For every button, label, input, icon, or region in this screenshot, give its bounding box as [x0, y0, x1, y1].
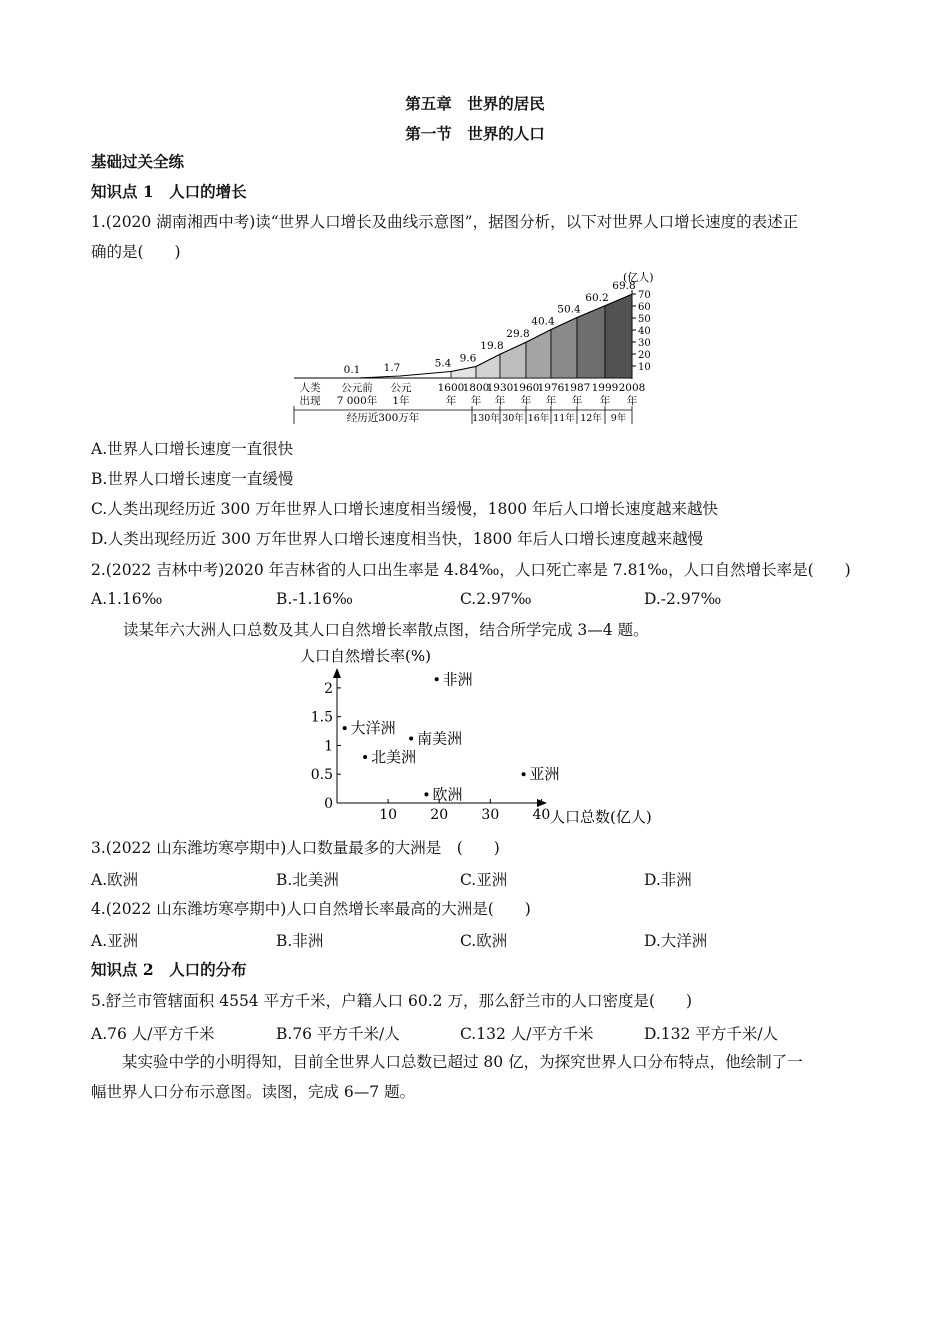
fig1-y-tick-label: 10: [638, 362, 651, 373]
q4-option-d: D.大洋洲: [644, 932, 708, 950]
intro-q6-q7-line1: 某实验中学的小明得知，目前全世界人口总数已超过 80 亿，为探究世界人口分布特点，他绘制了一: [91, 1053, 803, 1071]
fig1-x-label-bottom: 年: [626, 395, 638, 407]
scatter-y-tick-label: 1.5: [310, 709, 333, 726]
fig1-x-label-bottom: 年: [545, 395, 557, 407]
fig1-y-tick-label: 60: [638, 302, 651, 313]
fig1-y-tick-label: 40: [638, 326, 651, 337]
scatter-x-arrow: [537, 799, 547, 807]
fig1-unit: (亿人): [623, 271, 654, 284]
scatter-x-tick-label: 30: [481, 807, 500, 823]
scatter-ticks: [311, 681, 551, 823]
fig1-x-label-top: 人类: [299, 382, 321, 394]
scatter-y-label: 人口自然增长率(%): [300, 647, 431, 665]
scatter-y-tick-label: 0.5: [310, 767, 333, 784]
scatter-point: [343, 726, 347, 730]
scatter-point-label: 大洋洲: [350, 719, 396, 738]
q5-stem: 5.舒兰市管辖面积 4554 平方千米，户籍人口 60.2 万，那么舒兰市的人口密度是( ): [91, 992, 693, 1010]
fig1-x-label-bottom: 1年: [392, 395, 410, 407]
fig1-x-label-bottom: 年: [445, 395, 457, 407]
chapter-title: 第五章 世界的居民: [405, 94, 545, 113]
q4-option-c: C.欧洲: [460, 932, 508, 950]
fig1-x-label-bottom: 年: [599, 395, 611, 407]
q2-stem: 2.(2022 吉林中考)2020 年吉林省的人口出生率是 4.84‰，人口死亡率是 7.81‰，人口自然增长率是( ): [91, 561, 851, 579]
fig1-growth-segment: [577, 306, 605, 378]
q5-option-c: C.132 人/平方千米: [460, 1025, 594, 1043]
fig1-span-label: 11年: [553, 413, 575, 424]
q2-option-c: C.2.97‰: [460, 590, 532, 608]
fig1-x-label-top: 2008: [618, 382, 646, 394]
scatter-point-label: 北美洲: [371, 747, 417, 766]
fig1-span-label: 16年: [527, 413, 550, 424]
q1-option-d: D.人类出现经历近 300 万年世界人口增长速度相当快，1800 年后人口增长速度越来越慢: [91, 530, 704, 548]
scatter-point: [363, 755, 367, 759]
fig1-value-label: 19.8: [480, 340, 504, 353]
scatter-point: [435, 677, 439, 681]
fig1-growth-segment: [526, 330, 551, 378]
knowledge-point-2: 知识点 2 人口的分布: [91, 960, 247, 979]
fig1-x-label-bottom: 年: [470, 395, 482, 407]
fig1-span-label: 9年: [610, 413, 627, 424]
scatter-points: [343, 670, 560, 803]
q5-option-d: D.132 平方千米/人: [644, 1025, 779, 1043]
q4-option-a: A.亚洲: [91, 932, 139, 950]
scatter-point-label: 南美洲: [417, 729, 463, 748]
fig1-value-label: 69.8: [612, 280, 636, 293]
q1-option-b: B.世界人口增长速度一直缓慢: [91, 470, 294, 488]
scatter-point: [424, 792, 428, 796]
scatter-point-label: 亚洲: [529, 765, 560, 784]
q1-stem-line1: 1.(2020 湖南湘西中考)读“世界人口增长及曲线示意图”，据图分析，以下对世界人口增长速度的表述正: [91, 213, 799, 231]
continent-scatter-chart: [300, 642, 670, 834]
fig1-y-tick-label: 50: [638, 314, 651, 325]
q4-stem: 4.(2022 山东潍坊寒亭期中)人口自然增长率最高的大洲是( ): [91, 900, 531, 918]
fig1-y-tick-label: 30: [638, 338, 651, 349]
q3-option-a: A.欧洲: [91, 871, 139, 889]
q4-option-b: B.非洲: [276, 932, 324, 950]
fig1-x-label-bottom: 7 000年: [336, 395, 378, 407]
q2-option-a: A.1.16‰: [91, 590, 163, 608]
q5-option-b: B.76 平方千米/人: [276, 1025, 400, 1043]
fig1-value-label: 40.4: [531, 315, 555, 328]
scatter-point: [522, 772, 526, 776]
scatter-y-tick-label: 1: [324, 738, 333, 755]
fig1-value-label: 0.1: [343, 363, 361, 376]
population-growth-figure: [290, 268, 662, 428]
fig1-growth-segment: [476, 354, 500, 378]
knowledge-point-1: 知识点 1 人口的增长: [91, 182, 247, 201]
fig1-x-label-top: 1960: [512, 382, 540, 394]
fig1-value-label: 29.8: [506, 328, 530, 341]
fig1-y-ticks: [632, 290, 651, 373]
q3-stem: 3.(2022 山东潍坊寒亭期中)人口数量最多的大洲是 ( ): [91, 839, 500, 857]
fig1-value-label: 60.2: [585, 291, 609, 304]
fig1-x-label-bottom: 年: [520, 395, 532, 407]
scatter-x-tick-label: 20: [430, 807, 449, 823]
fig1-y-tick-label: 70: [638, 290, 651, 301]
scatter-y-arrow: [333, 668, 341, 678]
q3-option-d: D.非洲: [644, 871, 692, 889]
fig1-value-label: 50.4: [557, 303, 581, 316]
fig1-x-label-bottom: 出现: [299, 395, 321, 407]
fig1-growth-segment: [551, 318, 577, 378]
fig1-x-label-top: 1976: [537, 382, 565, 394]
fig1-x-label-top: 1930: [486, 382, 514, 394]
scatter-point: [409, 737, 413, 741]
scatter-y-tick-label: 0: [324, 796, 333, 812]
scatter-point-label: 欧洲: [432, 785, 463, 804]
fig1-x-label-top: 1987: [563, 382, 591, 394]
scatter-x-tick-label: 10: [379, 807, 398, 823]
q1-option-c: C.人类出现经历近 300 万年世界人口增长速度相当缓慢，1800 年后人口增长速度越来越快: [91, 500, 719, 518]
section-title: 第一节 世界的人口: [405, 124, 545, 143]
fig1-span-label: 30年: [502, 413, 524, 424]
fig1-x-label-top: 1999: [591, 382, 619, 394]
scatter-x-tick-label: 40: [532, 807, 551, 823]
fig1-growth-segment: [500, 342, 526, 378]
q3-option-c: C.亚洲: [460, 871, 508, 889]
fig1-spans: [294, 406, 632, 424]
fig1-x-label-top: 公元: [390, 382, 412, 394]
fig1-growth-segment: [605, 294, 632, 378]
q5-option-a: A.76 人/平方千米: [91, 1025, 215, 1043]
q1-option-a: A.世界人口增长速度一直很快: [91, 440, 294, 458]
fig1-span-label: 12年: [580, 413, 602, 424]
q3-option-b: B.北美洲: [276, 871, 339, 889]
fig1-span-label: 经历近300万年: [346, 412, 420, 424]
fig1-growth-segment: [451, 366, 476, 378]
fig1-span-label: 130年: [472, 413, 500, 424]
scatter-x-label: 人口总数(亿人): [550, 808, 652, 826]
fig1-y-tick-label: 20: [638, 350, 651, 361]
fig1-value-label: 9.6: [459, 352, 477, 365]
q1-stem-line2: 确的是( ): [91, 243, 181, 261]
scatter-y-tick-label: 2: [324, 680, 333, 697]
fig1-x-label-bottom: 年: [494, 395, 506, 407]
fig1-x-label-bottom: 年: [571, 395, 583, 407]
fig1-x-label-top: 1600: [437, 382, 465, 394]
part-title: 基础过关全练: [91, 152, 185, 171]
fig1-value-label: 5.4: [434, 357, 452, 370]
fig1-x-label-top: 公元前: [341, 382, 373, 394]
intro-q6-q7-line2: 幅世界人口分布示意图。读图，完成 6—7 题。: [91, 1083, 416, 1101]
scatter-point-label: 非洲: [442, 670, 473, 689]
intro-q3-q4: 读某年六大洲人口总数及其人口自然增长率散点图，结合所学完成 3—4 题。: [123, 621, 649, 639]
q2-option-b: B.-1.16‰: [276, 590, 353, 608]
q2-option-d: D.-2.97‰: [644, 590, 722, 608]
fig1-x-label-top: 1800: [462, 382, 490, 394]
fig1-x-labels: [300, 381, 646, 407]
fig1-value-label: 1.7: [383, 361, 401, 374]
